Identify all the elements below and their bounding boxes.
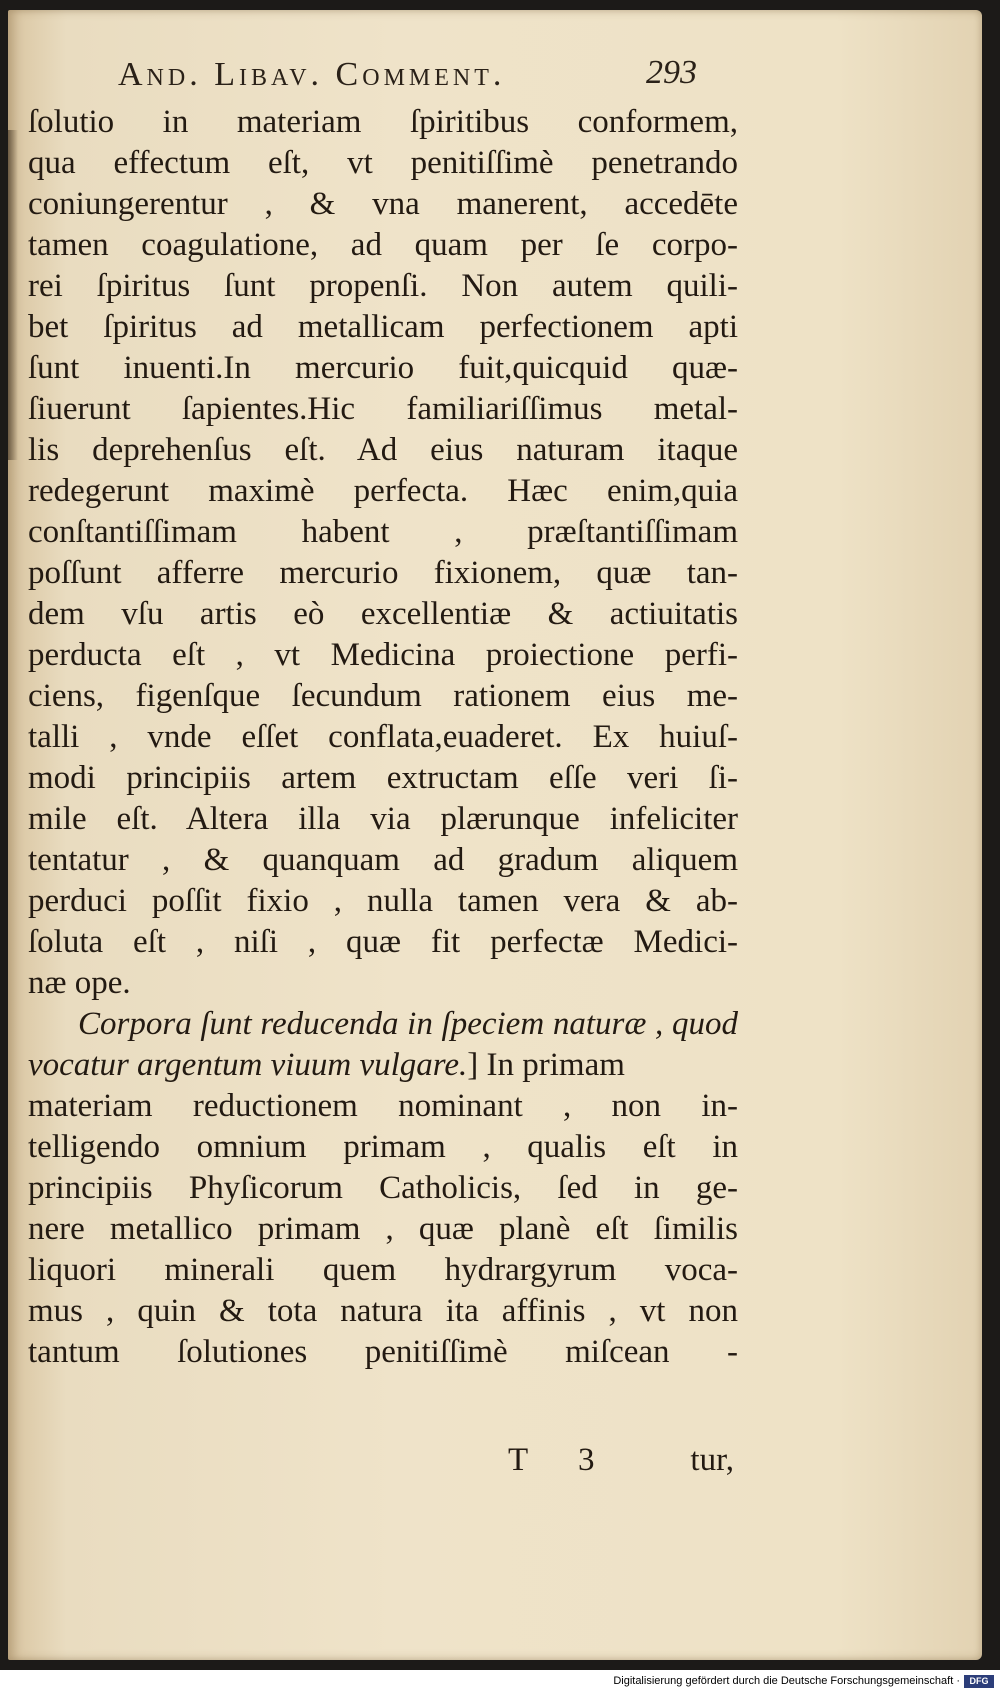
signature-number: 3 <box>578 1442 595 1478</box>
funding-credit: Digitalisierung gefördert durch die Deutsche Forschungsgemeinschaft · <box>613 1675 960 1687</box>
text-line: ſoluta eſt , niſi , quæ fit perfectæ Medici- <box>28 924 738 960</box>
lemma-continuation: ] In primam <box>467 1047 625 1083</box>
text-line: ciens, figenſque ſecundum rationem eius me- <box>28 678 738 714</box>
text-line: talli , vnde eſſet conflata,euaderet. Ex huiuſ- <box>28 719 738 755</box>
text-line: liquori minerali quem hydrargyrum voca- <box>28 1252 738 1288</box>
text-line: ſolutio in materiam ſpiritibus conformem, <box>28 104 738 140</box>
lemma-italic: vocatur argentum viuum vulgare. <box>28 1047 468 1083</box>
text-line: mus , quin & tota natura ita affinis , vt non <box>28 1293 738 1329</box>
gutter-shadow <box>8 130 18 460</box>
text-line: conſtantiſſimam habent , præſtantiſſimam <box>28 514 738 550</box>
text-line: ſiuerunt ſapientes.Hic familiariſſimus metal- <box>28 391 738 427</box>
page-number: 293 <box>646 54 697 91</box>
text-line: tentatur , & quanquam ad gradum aliquem <box>28 842 738 878</box>
text-line: materiam reductionem nominant , non in- <box>28 1088 738 1124</box>
text-line: telligendo omnium primam , qualis eſt in <box>28 1129 738 1165</box>
text-line: perduci poſſit fixio , nulla tamen vera & ab- <box>28 883 738 919</box>
running-title: And. Libav. Comment. <box>118 56 506 93</box>
text-line: principiis Phyſicorum Catholicis, ſed in ge- <box>28 1170 738 1206</box>
text-line: redegerunt maximè perfecta. Hæc enim,quia <box>28 473 738 509</box>
text-line: bet ſpiritus ad metallicam perfectionem apti <box>28 309 738 345</box>
text-line: tamen coagulatione, ad quam per ſe corpo- <box>28 227 738 263</box>
text-line: qua effectum eſt, vt penitiſſimè penetrando <box>28 145 738 181</box>
text-line: næ ope. <box>28 965 131 1001</box>
text-line: dem vſu artis eò excellentiæ & actiuitatis <box>28 596 738 632</box>
text-line: tantum ſolutiones penitiſſimè miſcean - <box>28 1334 738 1370</box>
book-page <box>8 10 982 1660</box>
text-line: mile eſt. Altera illa via plærunque infeliciter <box>28 801 738 837</box>
main-text <box>28 102 738 1373</box>
signature-mark: T <box>508 1442 529 1478</box>
text-line: rei ſpiritus ſunt propenſi. Non autem quili- <box>28 268 738 304</box>
text-line: ſunt inuenti.In mercurio fuit,quicquid quæ- <box>28 350 738 386</box>
text-line: nere metallico primam , quæ planè eſt ſimilis <box>28 1211 738 1247</box>
dfg-logo: DFG <box>964 1675 994 1688</box>
text-line: lis deprehenſus eſt. Ad eius naturam itaque <box>28 432 738 468</box>
text-line: modi principiis artem extructam eſſe veri ſi- <box>28 760 738 796</box>
lemma-line <box>28 1045 738 1086</box>
catchword: tur, <box>690 1442 734 1478</box>
text-line: coniungerentur , & vna manerent, accedēte <box>28 186 738 222</box>
lemma-line: Corpora ſunt reducenda in ſpeciem naturæ , quod <box>78 1006 738 1042</box>
text-line: poſſunt afferre mercurio fixionem, quæ tan- <box>28 555 738 591</box>
digitization-footer <box>0 1670 1000 1695</box>
text-line: perducta eſt , vt Medicina proiectione perfi- <box>28 637 738 673</box>
